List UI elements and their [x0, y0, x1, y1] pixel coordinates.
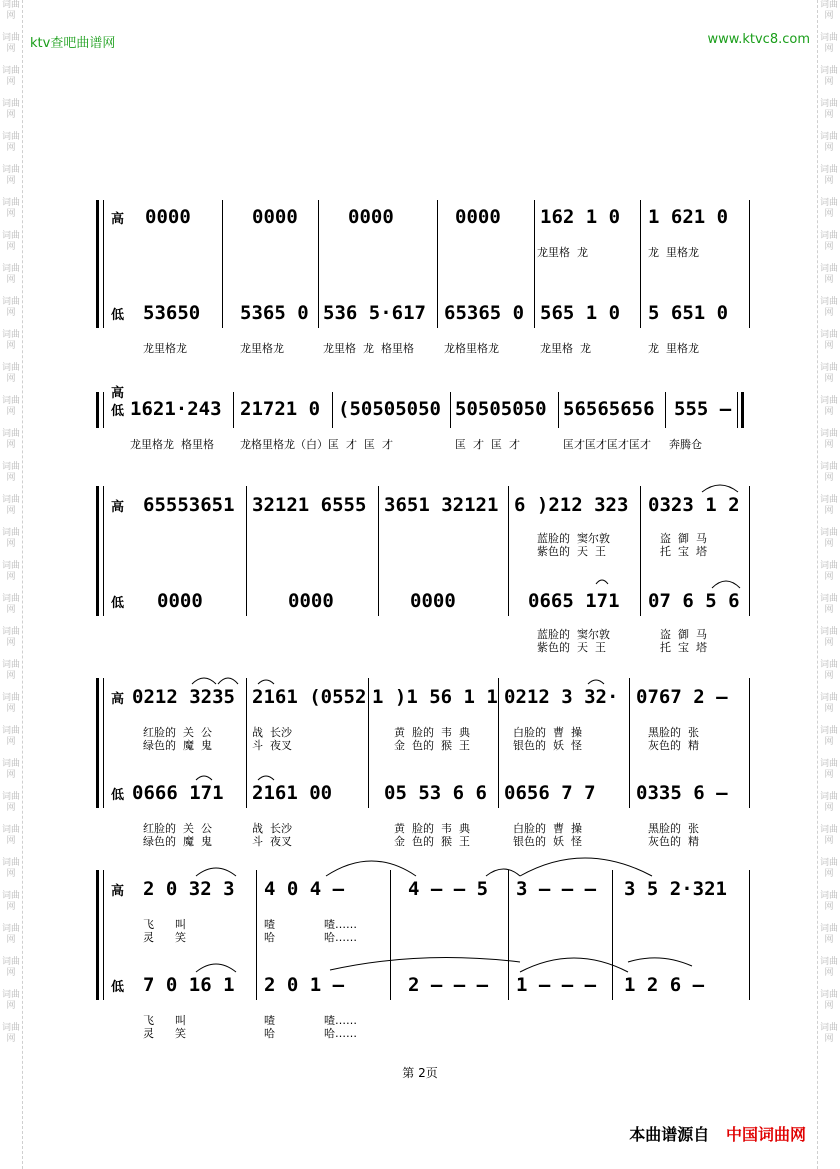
note-measure: 0000 — [252, 206, 298, 228]
note-measure: 1 — — — — [516, 974, 597, 996]
barline — [222, 200, 223, 328]
part-label-low: 低 — [111, 788, 125, 803]
note-measure: 3651 32121 — [384, 494, 499, 516]
header-site-left[interactable]: ktv查吧曲谱网 — [30, 36, 116, 51]
lyric: 哈…… — [324, 931, 357, 944]
left-margin-line — [22, 0, 23, 1169]
lyric: 紫色的 天 王 — [537, 641, 606, 654]
lyric: 斗 夜叉 — [252, 739, 292, 752]
slur — [520, 858, 652, 876]
note-measure: 5 651 0 — [648, 302, 729, 324]
slur — [258, 680, 274, 684]
note-measure: 56565656 — [563, 398, 655, 420]
lyric: 盗 御 马 — [660, 532, 707, 545]
note-measure: 162 1 0 — [540, 206, 621, 228]
note-measure: 6 )212 323 — [514, 494, 629, 516]
lyric: 龙 里格龙 — [648, 246, 699, 259]
source-site-link[interactable]: 中国词曲网 — [725, 1125, 806, 1144]
lyric: 飞 叫 — [143, 1014, 186, 1027]
note-measure: 3 — — — — [516, 878, 597, 900]
note-measure: 0000 — [410, 590, 456, 612]
note-measure: (50505050 — [338, 398, 441, 420]
note-measure: 53650 — [143, 302, 201, 324]
slur — [628, 958, 692, 966]
lyric: 哈 — [264, 1027, 275, 1040]
slur — [712, 581, 740, 588]
barline — [640, 486, 641, 616]
barline — [498, 678, 499, 808]
barline — [508, 486, 509, 616]
note-measure: 0656 7 7 — [504, 782, 596, 804]
part-label-low: 低 — [111, 596, 125, 611]
lyric: 盗 御 马 — [660, 628, 707, 641]
barline — [368, 678, 369, 808]
lyric: 托 宝 塔 — [660, 545, 707, 558]
part-label-high: 高 — [111, 386, 125, 401]
system-line — [103, 678, 104, 808]
barline — [612, 870, 613, 1000]
part-label-low: 低 — [111, 404, 125, 419]
note-measure: 555 — — [674, 398, 732, 420]
system-brace — [96, 870, 99, 1000]
right-margin-line — [817, 0, 818, 1169]
lyric: 哈…… — [324, 1027, 357, 1040]
note-measure: 0323 1 2 — [648, 494, 740, 516]
system-line — [103, 392, 104, 428]
lyric: 绿色的 魔 鬼 — [143, 739, 212, 752]
note-measure: 0000 — [348, 206, 394, 228]
page-number: 第 2页 — [402, 1066, 438, 1080]
slur — [596, 580, 608, 584]
barline — [233, 392, 234, 428]
note-measure: 65553651 — [143, 494, 235, 516]
lyric: 龙里格 龙 格里格 — [323, 342, 414, 355]
part-label-high: 高 — [111, 692, 125, 707]
note-measure: 7 0 16 1 — [143, 974, 235, 996]
right-watermark-strip: 词曲网 词曲网 词曲网 词曲网 词曲网 词曲网 词曲网 词曲网 词曲网 词曲网 词曲网 词曲网 词曲网 词曲网 词曲网 词曲网 词曲网 词曲网 词曲网 词曲网 词曲网 词曲网 词曲网 词曲网 词曲网 词曲网 词曲网 词曲网 词曲网 词曲网 词曲网 词曲网 — [820, 0, 838, 1044]
source-credit — [629, 1122, 806, 1145]
barline — [256, 870, 257, 1000]
note-measure: 0767 2 — — [636, 686, 728, 708]
lyric: 银色的 妖 怪 — [513, 739, 582, 752]
lyric: 灰色的 精 — [648, 739, 699, 752]
note-measure: 2161 (0552 — [252, 686, 367, 708]
system-line — [103, 870, 104, 1000]
lyric: 白脸的 曹 操 — [513, 726, 582, 739]
lyric: 黑脸的 张 — [648, 822, 699, 835]
note-measure: 1 2 6 — — [624, 974, 705, 996]
note-measure: 2 0 1 — — [264, 974, 345, 996]
lyric: 龙里格 龙 — [540, 342, 591, 355]
lyric: 蓝脸的 窦尔敦 — [537, 532, 610, 545]
note-measure: 2161 00 — [252, 782, 333, 804]
note-measure: 536 5·617 — [323, 302, 426, 324]
lyric: 托 宝 塔 — [660, 641, 707, 654]
barline — [378, 486, 379, 616]
barline — [390, 870, 391, 1000]
lyric: 金 色的 猴 王 — [394, 835, 470, 848]
lyric: 龙里格 龙 — [537, 246, 588, 259]
note-measure: 65365 0 — [444, 302, 525, 324]
lyric: 蓝脸的 窦尔敦 — [537, 628, 610, 641]
system-brace — [96, 678, 99, 808]
note-measure: 0665 171 — [528, 590, 620, 612]
header-site-right[interactable]: www.ktvc8.com — [707, 32, 810, 47]
lyric: 哈 — [264, 931, 275, 944]
note-measure: 0212 3 32· — [504, 686, 619, 708]
note-measure: 1 621 0 — [648, 206, 729, 228]
lyric: 红脸的 关 公 — [143, 822, 212, 835]
lyric: 银色的 妖 怪 — [513, 835, 582, 848]
note-measure: 1 )1 56 1 1 — [372, 686, 498, 708]
slur — [702, 485, 738, 492]
part-label-low: 低 — [111, 980, 125, 995]
note-measure: 0335 6 — — [636, 782, 728, 804]
lyric: 红脸的 关 公 — [143, 726, 212, 739]
note-measure: 1621·243 — [130, 398, 222, 420]
note-measure: 07 6 5 6 — [648, 590, 740, 612]
lyric: 战 长沙 — [252, 822, 292, 835]
note-measure: 2 — — — — [408, 974, 489, 996]
system-brace — [96, 392, 99, 428]
lyric: 龙里格龙 格里格 — [130, 438, 214, 451]
note-measure: 0666 171 — [132, 782, 224, 804]
note-measure: 4 0 4 — — [264, 878, 345, 900]
lyric: 黄 脸的 韦 典 — [394, 822, 470, 835]
barline — [558, 392, 559, 428]
slur — [196, 776, 212, 780]
note-measure: 0000 — [157, 590, 203, 612]
note-measure: 0212 3235 — [132, 686, 235, 708]
barline — [665, 392, 666, 428]
lyric: 匡 才 匡 才 — [455, 438, 520, 451]
note-measure: 4 — — 5 — [408, 878, 489, 900]
barline — [749, 678, 750, 808]
note-measure: 05 53 6 6 — [384, 782, 487, 804]
lyric: 喳…… — [324, 1014, 357, 1027]
lyric: 奔腾仓 — [669, 438, 702, 451]
part-label-high: 高 — [111, 884, 125, 899]
lyric: 龙格里格龙（白）匡 才 匡 才 — [240, 438, 393, 451]
part-label-low: 低 — [111, 308, 125, 323]
lyric: 龙 里格龙 — [648, 342, 699, 355]
slur — [486, 869, 520, 876]
note-measure: 0000 — [455, 206, 501, 228]
system-line — [103, 486, 104, 616]
slur — [258, 776, 274, 780]
lyric: 灵 笑 — [143, 1027, 186, 1040]
lyric: 喳 — [264, 1014, 275, 1027]
lyric: 匡才匡才匡才匡才 — [563, 438, 651, 451]
part-label-high: 高 — [111, 212, 125, 227]
note-measure: 50505050 — [455, 398, 547, 420]
note-measure: 565 1 0 — [540, 302, 621, 324]
lyric: 飞 叫 — [143, 918, 186, 931]
slur — [196, 868, 236, 876]
barline — [246, 678, 247, 808]
part-label-high: 高 — [111, 500, 125, 515]
system-line — [103, 200, 104, 328]
barline — [246, 486, 247, 616]
barline — [508, 870, 509, 1000]
system-brace — [96, 200, 99, 328]
barline — [332, 392, 333, 428]
slur — [196, 964, 236, 972]
barline — [437, 200, 438, 328]
repeat-barline — [741, 392, 744, 428]
note-measure: 0000 — [145, 206, 191, 228]
note-measure: 32121 6555 — [252, 494, 367, 516]
slur — [218, 678, 238, 684]
barline — [749, 870, 750, 1000]
lyric: 龙里格龙 — [143, 342, 187, 355]
lyric: 绿色的 魔 鬼 — [143, 835, 212, 848]
slur — [588, 680, 604, 684]
lyric: 紫色的 天 王 — [537, 545, 606, 558]
lyric: 喳 — [264, 918, 275, 931]
system-brace — [96, 486, 99, 616]
note-measure: 3 5 2·321 — [624, 878, 727, 900]
slur — [326, 861, 416, 876]
barline — [450, 392, 451, 428]
note-measure: 2 0 32 3 — [143, 878, 235, 900]
note-measure: 5365 0 — [240, 302, 309, 324]
slur — [192, 678, 216, 684]
lyric: 灵 笑 — [143, 931, 186, 944]
lyric: 金 色的 猴 王 — [394, 739, 470, 752]
note-measure: 21721 0 — [240, 398, 321, 420]
lyric: 白脸的 曹 操 — [513, 822, 582, 835]
lyric: 黄 脸的 韦 典 — [394, 726, 470, 739]
barline — [318, 200, 319, 328]
lyric: 龙里格龙 — [240, 342, 284, 355]
slur — [330, 958, 520, 971]
lyric: 黑脸的 张 — [648, 726, 699, 739]
lyric: 战 长沙 — [252, 726, 292, 739]
source-prefix: 本曲谱源自 — [629, 1125, 710, 1144]
barline — [749, 486, 750, 616]
lyric: 斗 夜叉 — [252, 835, 292, 848]
barline — [629, 678, 630, 808]
barline — [640, 200, 641, 328]
barline — [534, 200, 535, 328]
lyric: 灰色的 精 — [648, 835, 699, 848]
left-watermark-strip: 词曲网 词曲网 词曲网 词曲网 词曲网 词曲网 词曲网 词曲网 词曲网 词曲网 词曲网 词曲网 词曲网 词曲网 词曲网 词曲网 词曲网 词曲网 词曲网 词曲网 词曲网 词曲网 词曲网 词曲网 词曲网 词曲网 词曲网 词曲网 词曲网 词曲网 词曲网 词曲网 — [2, 0, 20, 1044]
note-measure: 0000 — [288, 590, 334, 612]
barline — [737, 392, 738, 428]
barline — [749, 200, 750, 328]
lyric: 喳…… — [324, 918, 357, 931]
lyric: 龙格里格龙 — [444, 342, 499, 355]
